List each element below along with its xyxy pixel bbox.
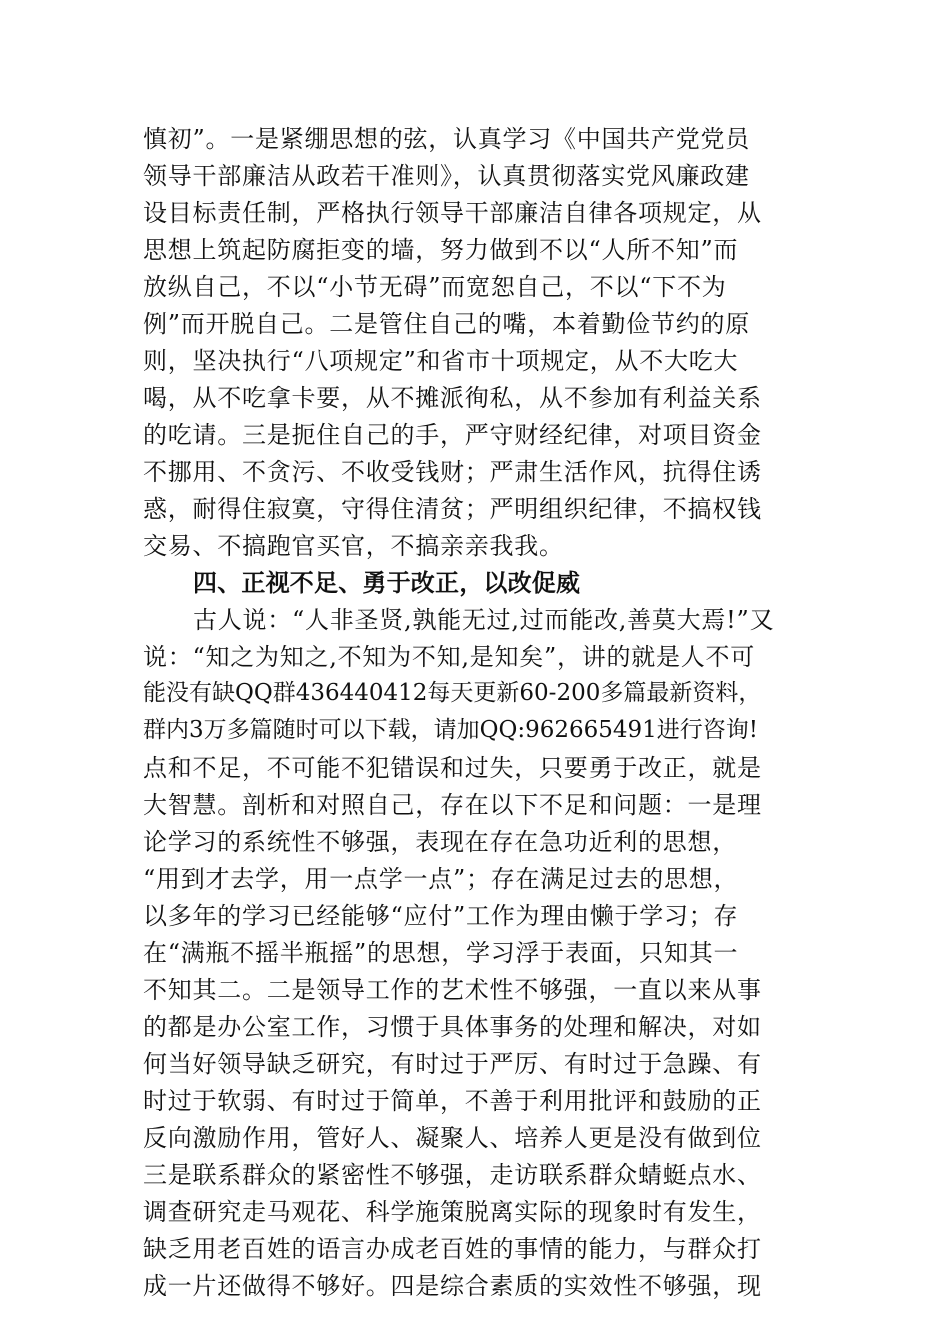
body-text-line: 不挪用、不贪污、不收受钱财；严肃生活作风，抗得住诱 bbox=[143, 458, 762, 486]
body-text-line: 成一片还做得不够好。四是综合素质的实效性不够强，现 bbox=[143, 1272, 762, 1300]
body-text-line: 以多年的学习已经能够“应付”工作为理由懒于学习；存 bbox=[143, 902, 739, 930]
body-text-line: 时过于软弱、有时过于简单，不善于利用批评和鼓励的正 bbox=[143, 1087, 762, 1115]
section-heading: 四、正视不足、勇于改正，以改促威 bbox=[193, 569, 581, 597]
body-text-line: 不知其二。二是领导工作的艺术性不够强，一直以来从事 bbox=[143, 976, 762, 1004]
body-text-line: 思想上筑起防腐拒变的墙，努力做到不以“人所不知”而 bbox=[143, 236, 739, 264]
body-text-line: 何当好领导缺乏研究，有时过于严厉、有时过于急躁、有 bbox=[143, 1050, 762, 1078]
body-text-line: 古人说：“人非圣贤,孰能无过,过而能改,善莫大焉!”又 bbox=[193, 606, 775, 634]
body-text-line: 说：“知之为知之,不知为不知,是知矣”，讲的就是人不可 bbox=[143, 643, 756, 671]
promo-text-line: 能没有缺QQ群436440412每天更新60-200多篇最新资料， bbox=[143, 680, 762, 706]
body-text-line: 的都是办公室工作，习惯于具体事务的处理和解决，对如 bbox=[143, 1013, 762, 1041]
body-text-line: 惑，耐得住寂寞，守得住清贫；严明组织纪律，不搞权钱 bbox=[143, 495, 762, 523]
body-text-line: 的吃请。三是扼住自己的手，严守财经纪律，对项目资金 bbox=[143, 421, 762, 449]
body-text-line: 缺乏用老百姓的语言办成老百姓的事情的能力，与群众打 bbox=[143, 1235, 762, 1263]
body-text-line: 慎初”。一是紧绷思想的弦，认真学习《中国共产党党员 bbox=[143, 125, 751, 153]
promo-text-line: 群内3万多篇随时可以下载，请加QQ:962665491进行咨询! bbox=[143, 717, 759, 743]
body-text-line: 领导干部廉洁从政若干准则》，认真贯彻落实党风廉政建 bbox=[143, 162, 750, 190]
body-text-line: 设目标责任制，严格执行领导干部廉洁自律各项规定，从 bbox=[143, 199, 762, 227]
body-text-line: 则，坚决执行“八项规定”和省市十项规定，从不大吃大 bbox=[143, 347, 739, 375]
body-text-line: “用到才去学，用一点学一点”；存在满足过去的思想， bbox=[143, 865, 739, 893]
body-text-line: 调查研究走马观花、科学施策脱离实际的现象时有发生， bbox=[143, 1198, 762, 1226]
body-text-line: 交易、不搞跑官买官，不搞亲亲我我。 bbox=[143, 532, 564, 560]
body-text-line: 论学习的系统性不够强，表现在存在急功近利的思想， bbox=[143, 828, 737, 856]
body-text-line: 三是联系群众的紧密性不够强，走访联系群众蜻蜓点水、 bbox=[143, 1161, 762, 1189]
body-text-line: 在“满瓶不摇半瓶摇”的思想，学习浮于表面，只知其一 bbox=[143, 939, 739, 967]
body-text-line: 反向激励作用，管好人、凝聚人、培养人更是没有做到位 bbox=[143, 1124, 762, 1152]
body-text-line: 点和不足，不可能不犯错误和过失，只要勇于改正，就是 bbox=[143, 754, 762, 782]
body-text-line: 例”而开脱自己。二是管住自己的嘴，本着勤俭节约的原 bbox=[143, 310, 751, 338]
body-text-line: 喝，从不吃拿卡要，从不摊派徇私，从不参加有利益关系 bbox=[143, 384, 762, 412]
body-text-line: 放纵自己，不以“小节无碍”而宽恕自己，不以“下不为 bbox=[143, 273, 727, 301]
body-text-line: 大智慧。剖析和对照自己，存在以下不足和问题：一是理 bbox=[143, 791, 762, 819]
